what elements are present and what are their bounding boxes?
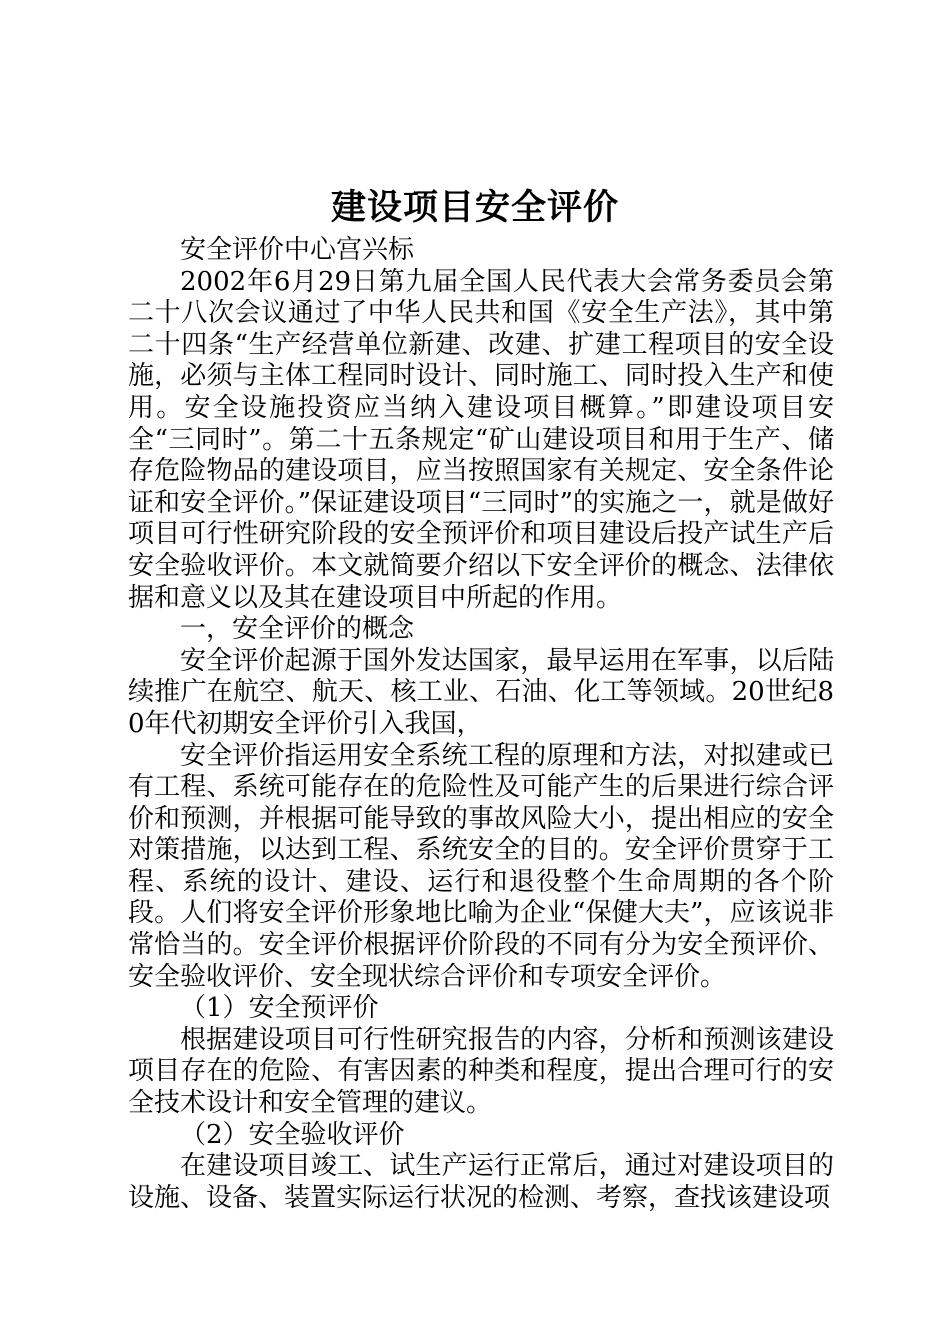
body-paragraph: 安全评价起源于国外发达国家，最早运用在军事，以后陆续推广在航空、航天、核工业、石油、化工等领域。20世纪80年代初期安全评价引入我国，	[128, 645, 834, 739]
subsection-heading: （1）安全预评价	[180, 993, 379, 1024]
document-title: 建设项目安全评价	[330, 187, 619, 228]
author-line: 安全评价中心宫兴标	[180, 235, 415, 265]
section-heading: 一，安全评价的概念	[180, 614, 415, 645]
body-paragraph: 安全评价指运用安全系统工程的原理和方法，对拟建或已有工程、系统可能存在的危险性及可能产生的后果进行综合评价和预测，并根据可能导致的事故风险大小，提出相应的安全对策措施，以达到工程、系统安全的目的。安全评价贯穿于工程、系统的设计、建设、运行和退役整个生命周期的各个阶段。人们将安全评价形象地比喻为企业“保健大夫”，应该说非常恰当的。安全评价根据评价阶段的不同有分为安全预评价、安全验收评价、安全现状综合评价和专项安全评价。	[128, 740, 834, 992]
subsection-heading: （2）安全验收评价	[180, 1119, 405, 1150]
body-paragraph: 2002年6月29日第九届全国人民代表大会常务委员会第二十八次会议通过了中华人民共和国《安全生产法》，其中第二十四条“生产经营单位新建、改建、扩建工程项目的安全设施，必须与主体工程同时设计、同时施工、同时投入生产和使用。安全设施投资应当纳入建设项目概算。”即建设项目安全“三同时”。第二十五条规定“矿山建设项目和用于生产、储存危险物品的建设项目，应当按照国家有关规定、安全条件论证和安全评价。”保证建设项目“三同时”的实施之一，就是做好项目可行性研究阶段的安全预评价和项目建设后投产试生产后安全验收评价。本文就简要介绍以下安全评价的概念、法律依据和意义以及其在建设项目中所起的作用。	[128, 266, 834, 613]
document-body	[128, 235, 834, 1214]
body-paragraph: 在建设项目竣工、试生产运行正常后，通过对建设项目的设施、设备、装置实际运行状况的检测、考察，查找该建设项	[128, 1151, 834, 1213]
body-paragraph: 根据建设项目可行性研究报告的内容，分析和预测该建设项目存在的危险、有害因素的种类和程度，提出合理可行的安全技术设计和安全管理的建议。	[128, 1024, 834, 1119]
